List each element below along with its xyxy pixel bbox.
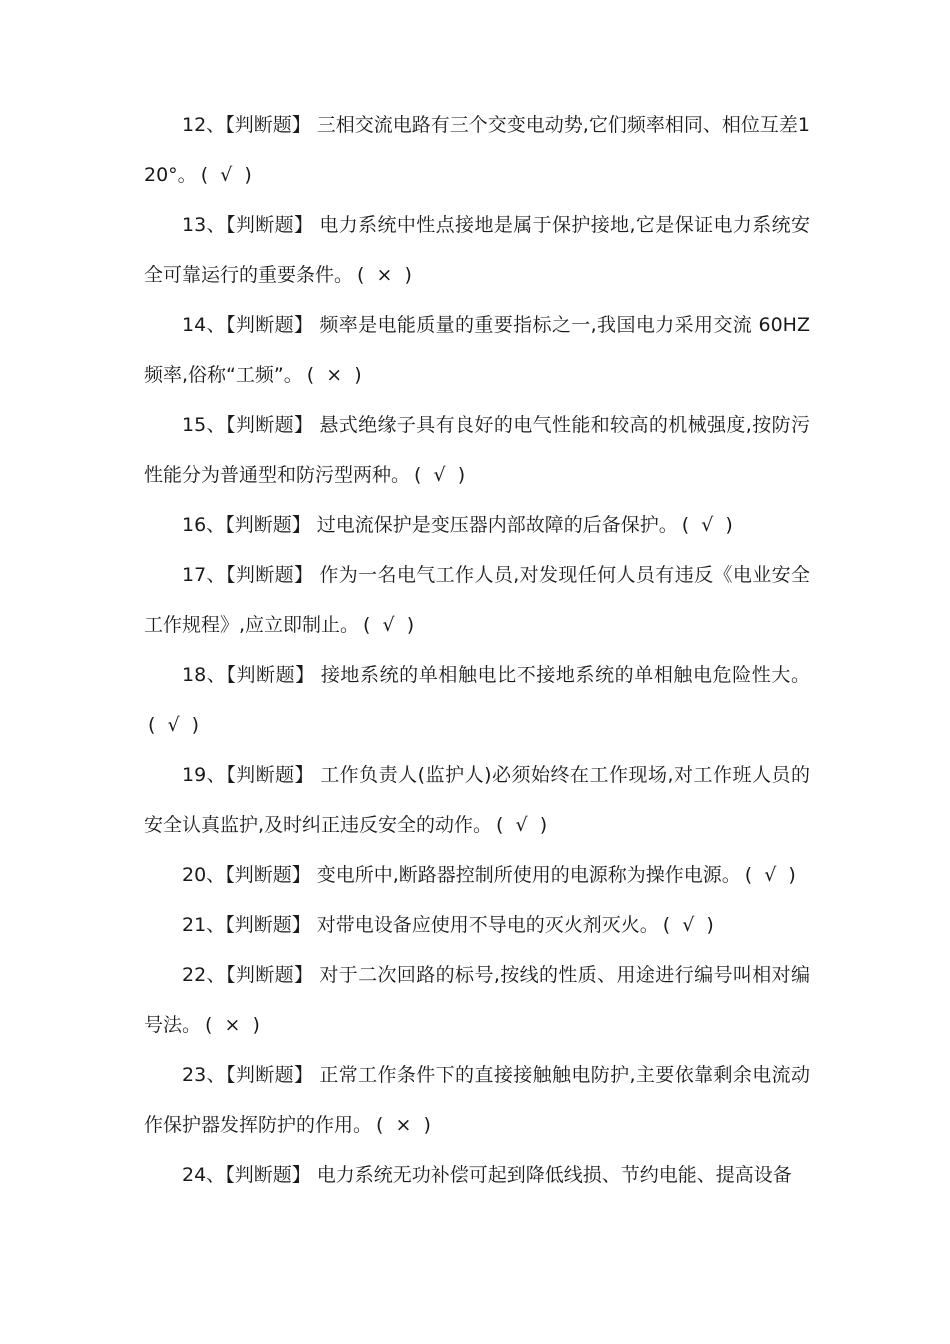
question-text: 变电所中,断路器控制所使用的电源称为操作电源。 xyxy=(316,864,741,886)
question-type: 【判断题】 xyxy=(226,764,315,786)
question-text: 作为一名电气工作人员,对发现任何人员有违反《电业安全工作规程》,应立即制止。 xyxy=(144,564,810,636)
question-answer: ( √ ) xyxy=(148,714,200,736)
question-number: 22、 xyxy=(182,964,226,986)
question-text: 悬式绝缘子具有良好的电气性能和较高的机械强度,按防污性能分为普通型和防污型两种。 xyxy=(144,414,810,486)
question-number: 16、 xyxy=(182,514,226,536)
question-type: 【判断题】 xyxy=(225,114,311,136)
question-number: 12、 xyxy=(182,114,226,136)
question-number: 23、 xyxy=(182,1064,226,1086)
question-answer: ( √ ) xyxy=(744,864,796,886)
question-item xyxy=(144,200,810,300)
question-type: 【判断题】 xyxy=(226,664,315,686)
question-item xyxy=(144,1050,810,1150)
question-text: 三相交流电路有三个交变电动势,它们频率相同、相位互差120°。 xyxy=(144,114,810,186)
question-item xyxy=(144,900,810,950)
question-type: 【判断题】 xyxy=(225,1064,314,1086)
question-item xyxy=(144,750,810,850)
question-item xyxy=(144,550,810,650)
question-text: 过电流保护是变压器内部故障的后备保护。 xyxy=(316,514,678,536)
question-answer: ( × ) xyxy=(306,364,362,386)
question-type: 【判断题】 xyxy=(225,864,311,886)
question-item xyxy=(144,1150,810,1200)
question-number: 21、 xyxy=(182,914,226,936)
question-text: 频率是电能质量的重要指标之一,我国电力采用交流 60HZ 频率,俗称“工频”。 xyxy=(144,314,810,386)
question-number: 18、 xyxy=(182,664,227,686)
question-number: 17、 xyxy=(182,564,226,586)
question-answer: ( × ) xyxy=(205,1014,260,1036)
question-answer: ( √ ) xyxy=(496,814,548,836)
question-type: 【判断题】 xyxy=(225,314,314,336)
question-number: 20、 xyxy=(182,864,226,886)
question-number: 24、 xyxy=(182,1164,226,1186)
question-answer: ( √ ) xyxy=(662,914,714,936)
question-text: 接地系统的单相触电比不接地系统的单相触电危险性大。 xyxy=(320,664,810,686)
question-type: 【判断题】 xyxy=(225,914,311,936)
question-number: 15、 xyxy=(182,414,226,436)
question-text: 对于二次回路的标号,按线的性质、用途进行编号叫相对编号法。 xyxy=(144,964,810,1036)
question-answer: ( √ ) xyxy=(363,614,415,636)
question-answer: ( × ) xyxy=(357,264,412,286)
question-number: 14、 xyxy=(182,314,226,336)
question-item xyxy=(144,100,810,200)
question-item xyxy=(144,850,810,900)
question-type: 【判断题】 xyxy=(225,214,314,236)
question-number: 19、 xyxy=(182,764,227,786)
question-answer: ( √ ) xyxy=(200,164,252,186)
question-text: 工作负责人(监护人)必须始终在工作现场,对工作班人员的安全认真监护,及时纠正违反安全的动作。 xyxy=(144,764,810,836)
question-answer: ( × ) xyxy=(376,1114,431,1136)
question-type: 【判断题】 xyxy=(225,414,314,436)
question-type: 【判断题】 xyxy=(225,514,311,536)
question-text: 电力系统中性点接地是属于保护接地,它是保证电力系统安全可靠运行的重要条件。 xyxy=(144,214,810,286)
question-text: 正常工作条件下的直接接触触电防护,主要依靠剩余电流动作保护器发挥防护的作用。 xyxy=(144,1064,810,1136)
question-item xyxy=(144,500,810,550)
question-item xyxy=(144,300,810,400)
question-type: 【判断题】 xyxy=(225,1164,311,1186)
question-answer: ( √ ) xyxy=(681,514,733,536)
question-type: 【判断题】 xyxy=(225,564,314,586)
question-item xyxy=(144,650,810,750)
question-type: 【判断题】 xyxy=(225,964,314,986)
question-text: 电力系统无功补偿可起到降低线损、节约电能、提高设备 xyxy=(316,1164,792,1186)
question-list xyxy=(144,100,810,1200)
question-answer: ( √ ) xyxy=(414,464,466,486)
question-number: 13、 xyxy=(182,214,226,236)
question-item xyxy=(144,950,810,1050)
question-text: 对带电设备应使用不导电的灭火剂灭火。 xyxy=(316,914,659,936)
question-item xyxy=(144,400,810,500)
